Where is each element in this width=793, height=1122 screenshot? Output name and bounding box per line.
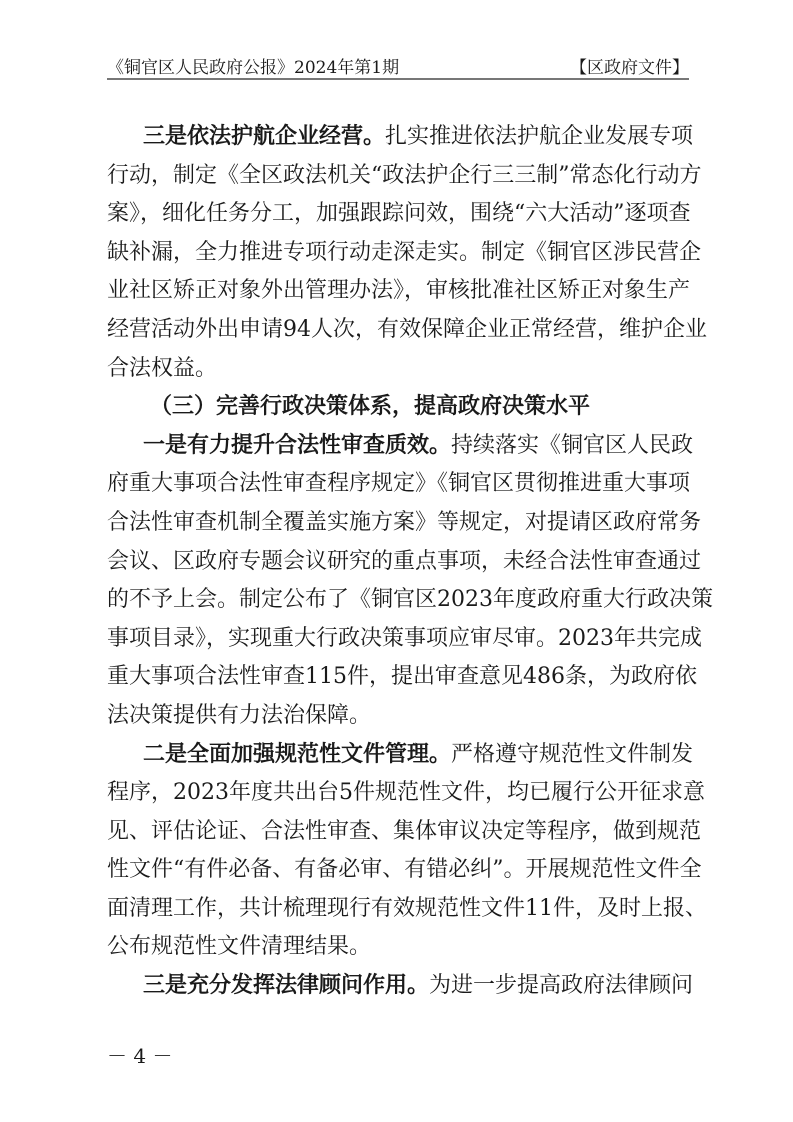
running-header xyxy=(107,53,689,77)
paragraph-lead: 三是充分发挥法律顾问作用。 xyxy=(143,973,430,999)
paragraph-line: 府重大事项合法性审查程序规定》《铜官区贯彻推进重大事项 xyxy=(107,471,691,497)
paragraph-line: 业社区矫正对象外出管理办法》，审核批准社区矫正对象生产 xyxy=(107,278,691,304)
paragraph-line: 性文件“有件必备、有备必审、有错必纠”。开展规范性文件全 xyxy=(107,857,702,883)
paragraph-enterprise-protection xyxy=(107,118,707,388)
paragraph-line: 事项目录》，实现重大行政决策事项应审尽审。2023年共完成 xyxy=(107,625,702,651)
paragraph-line: 案》，细化任务分工，加强跟踪问效，围绕“六大活动”逐项查 xyxy=(107,201,691,227)
header-publication-title: 《铜官区人民政府公报》2024年第1期 xyxy=(107,57,400,78)
section-heading: （三）完善行政决策体系，提高政府决策水平 xyxy=(150,394,591,420)
paragraph-line: 见、评估论证、合法性审查、集体审议决定等程序，做到规范 xyxy=(107,818,702,844)
header-rule xyxy=(107,78,689,80)
header-section-label: 【区政府文件】 xyxy=(570,57,689,78)
paragraph-line: 缺补漏，全力推进专项行动走深走实。制定《铜官区涉民营企 xyxy=(107,239,702,265)
paragraph-line xyxy=(107,118,694,157)
paragraph-line: 重大事项合法性审查115件，提出审查意见486条，为政府依 xyxy=(107,664,697,690)
paragraph-line xyxy=(107,967,694,1006)
paragraph-line: 程序，2023年度共出台5件规范性文件，均已履行公开征求意 xyxy=(107,780,705,806)
paragraph-line: 经营活动外出申请94人次，有效保障企业正常经营，维护企业 xyxy=(107,316,707,342)
paragraph-line xyxy=(107,736,694,775)
line-text: 扎实推进依法护航企业发展专项 xyxy=(385,124,694,149)
paragraph-line: 法决策提供有力法治保障。 xyxy=(107,702,372,728)
line-text: 持续落实《铜官区人民政 xyxy=(451,432,694,458)
paragraph-line: 面清理工作，共计梳理现行有效规范性文件11件，及时上报、 xyxy=(107,895,707,921)
paragraph-lead: 三是依法护航企业经营。 xyxy=(143,124,386,149)
page-number: － 4 － xyxy=(107,1044,173,1068)
paragraph-normative-documents xyxy=(107,736,707,968)
paragraph-lead: 一是有力提升合法性审查质效。 xyxy=(143,432,452,458)
line-text: 严格遵守规范性文件制发 xyxy=(451,741,694,767)
paragraph-line: 合法性审查机制全覆盖实施方案》等规定，对提请区政府常务 xyxy=(107,509,702,535)
paragraph-legal-advisors xyxy=(107,967,694,1006)
paragraph-line xyxy=(107,427,694,466)
paragraph-line: 合法权益。 xyxy=(107,355,218,381)
paragraph-line: 公布规范性文件清理结果。 xyxy=(107,934,372,960)
paragraph-lead: 二是全面加强规范性文件管理。 xyxy=(143,741,452,767)
paragraph-line: 行动，制定《全区政法机关“政法护企行三三制”常态化行动方 xyxy=(107,162,702,188)
paragraph-legality-review xyxy=(107,427,713,736)
line-text: 为进一步提高政府法律顾问 xyxy=(429,973,694,999)
paragraph-line: 会议、区政府专题会议研究的重点事项，未经合法性审查通过 xyxy=(107,548,702,574)
paragraph-line: 的不予上会。制定公布了《铜官区2023年度政府重大行政决策 xyxy=(107,587,713,613)
document-body xyxy=(107,118,713,1006)
